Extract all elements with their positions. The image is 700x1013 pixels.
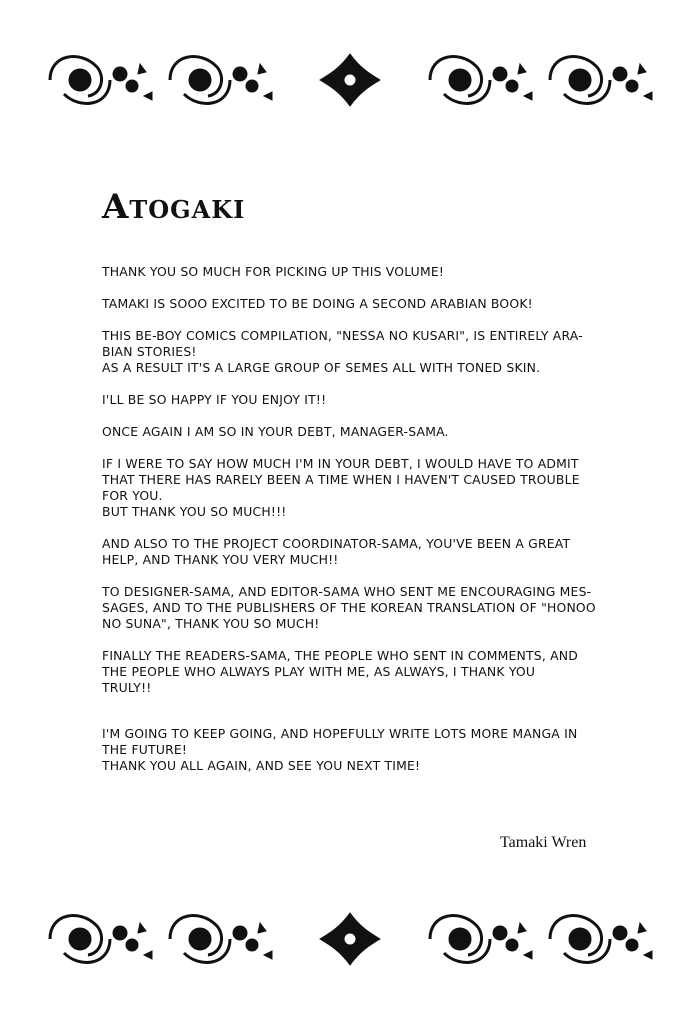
paragraph: FINALLY THE READERS-SAMA, THE PEOPLE WHO SENT IN COMMENTS, AND THE PEOPLE WHO ALWAYS PLAY WITH ME, AS ALWAYS, I THANK YOU TRULY!!: [102, 648, 579, 695]
paragraph: I'LL BE SO HAPPY IF YOU ENJOY IT!!: [102, 392, 327, 407]
top-floral-border: [40, 44, 660, 116]
author-signature: Tamaki Wren: [500, 834, 587, 851]
paragraph: ONCE AGAIN I AM SO IN YOUR DEBT, MANAGER-SAMA.: [102, 424, 449, 439]
page-title: Atogaki: [102, 187, 246, 227]
paragraph: THANK YOU SO MUCH FOR PICKING UP THIS VOLUME!: [102, 264, 445, 279]
paragraph: I'M GOING TO KEEP GOING, AND HOPEFULLY WRITE LOTS MORE MANGA IN THE FUTURE! THANK YOU ALL AGAIN, AND SEE YOU NEXT TIME!: [102, 726, 578, 773]
floral-ornament-icon: [40, 903, 660, 975]
paragraph: IF I WERE TO SAY HOW MUCH I'M IN YOUR DEBT, I WOULD HAVE TO ADMIT THAT THERE HAS RARELY BEEN A TIME WHEN I HAVEN'T CAUSED TROUBLE FOR YOU. BUT THANK YOU SO MUCH!!!: [102, 456, 580, 519]
paragraph: AND ALSO TO THE PROJECT COORDINATOR-SAMA, YOU'VE BEEN A GREAT HELP, AND THANK YOU VERY MUCH!!: [102, 536, 571, 567]
paragraph: THIS BE-BOY COMICS COMPILATION, "NESSA NO KUSARI", IS ENTIRELY ARA- BIAN STORIES! AS A RESULT IT'S A LARGE GROUP OF SEMES ALL WITH TONED SKIN.: [102, 328, 583, 375]
bottom-floral-border: [40, 903, 660, 975]
floral-ornament-icon: [40, 44, 660, 116]
paragraph: TO DESIGNER-SAMA, AND EDITOR-SAMA WHO SENT ME ENCOURAGING MES- SAGES, AND TO THE PUBLISHERS OF THE KOREAN TRANSLATION OF "HONOO NO SUNA", THANK YOU SO MUCH!: [102, 584, 596, 631]
afterword-body: [102, 264, 602, 790]
paragraph: TAMAKI IS SOOO EXCITED TO BE DOING A SECOND ARABIAN BOOK!: [102, 296, 533, 311]
